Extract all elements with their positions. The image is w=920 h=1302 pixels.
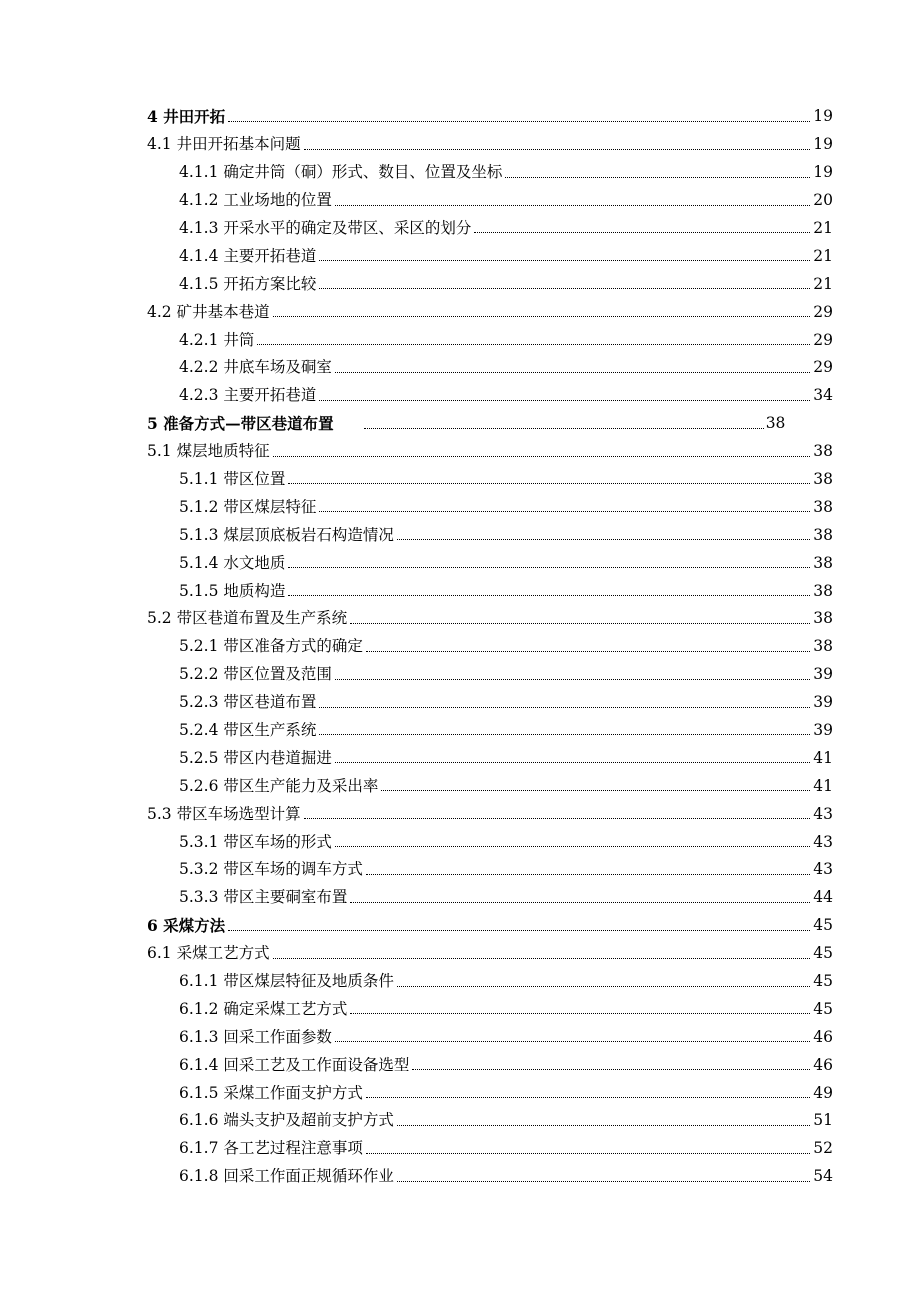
toc-entry-title: 4.2.3 主要开拓巷道	[179, 386, 317, 405]
toc-entry-page-number: 34	[813, 386, 833, 405]
toc-dot-leader	[412, 1068, 810, 1070]
toc-entry[interactable]	[147, 655, 833, 683]
toc-entry[interactable]	[147, 404, 833, 432]
toc-entry[interactable]	[147, 181, 833, 209]
toc-entry-page-number: 29	[813, 358, 833, 377]
toc-entry-page-number: 21	[813, 218, 833, 237]
toc-entry-page-number: 19	[813, 163, 833, 182]
toc-entry[interactable]	[147, 822, 833, 850]
toc-entry[interactable]	[147, 683, 833, 711]
toc-dot-leader	[288, 482, 810, 484]
toc-entry[interactable]	[147, 97, 833, 125]
toc-entry[interactable]	[147, 766, 833, 794]
toc-entry[interactable]	[147, 543, 833, 571]
toc-dot-leader	[335, 204, 810, 206]
toc-entry-title: 5.3 带区车场选型计算	[147, 804, 301, 823]
toc-entry-page-number: 21	[813, 246, 833, 265]
toc-entry-title: 4.2.1 井筒	[179, 330, 255, 349]
toc-entry-title: 5.2.1 带区准备方式的确定	[179, 637, 363, 656]
toc-dot-leader	[335, 678, 810, 680]
toc-entry[interactable]	[147, 209, 833, 237]
toc-entry-title: 5 准备方式—带区巷道布置	[147, 414, 334, 434]
toc-entry[interactable]	[147, 487, 833, 515]
toc-entry-title: 4.1.1 确定井筒（硐）形式、数目、位置及坐标	[179, 163, 503, 182]
toc-entry-page-number: 38	[765, 414, 786, 433]
toc-entry-page-number: 39	[813, 665, 833, 684]
toc-entry-title: 6.1.7 各工艺过程注意事项	[179, 1139, 363, 1158]
toc-dot-leader	[273, 957, 811, 959]
toc-dot-leader	[335, 761, 810, 763]
toc-dot-leader	[350, 622, 810, 624]
toc-entry-title: 6.1 采煤工艺方式	[147, 944, 270, 963]
toc-dot-leader	[366, 650, 810, 652]
toc-entry[interactable]	[147, 711, 833, 739]
toc-dot-leader	[397, 985, 810, 987]
toc-entry-page-number: 46	[813, 1027, 833, 1046]
toc-entry-page-number: 52	[813, 1139, 833, 1158]
toc-dot-leader	[228, 120, 810, 122]
toc-entry-title: 5.2.6 带区生产能力及采出率	[179, 776, 379, 795]
toc-entry-page-number: 43	[813, 860, 833, 879]
toc-entry-page-number: 45	[813, 972, 833, 990]
toc-dot-leader	[319, 733, 810, 735]
toc-entry-title: 6 采煤方法	[147, 916, 226, 936]
toc-entry-page-number: 38	[813, 497, 833, 516]
toc-entry[interactable]	[147, 934, 833, 962]
toc-entry-title: 5.3.1 带区车场的形式	[179, 832, 332, 851]
toc-entry[interactable]	[147, 460, 833, 488]
toc-dot-leader	[381, 789, 810, 791]
toc-dot-leader	[228, 929, 810, 931]
toc-dot-leader	[366, 1152, 810, 1154]
toc-entry[interactable]	[147, 348, 833, 376]
toc-entry-page-number: 38	[813, 581, 833, 600]
toc-dot-leader	[505, 176, 810, 178]
toc-dot-leader	[304, 817, 811, 819]
toc-entry-page-number: 43	[813, 804, 833, 823]
toc-entry-title: 5.1.5 地质构造	[179, 581, 286, 600]
toc-entry-page-number: 29	[813, 302, 833, 321]
toc-entry[interactable]	[147, 599, 833, 627]
toc-entry-page-number: 39	[813, 693, 833, 712]
toc-entry[interactable]	[147, 878, 833, 906]
toc-entry[interactable]	[147, 125, 833, 153]
toc-entry-title: 5.3.2 带区车场的调车方式	[179, 860, 363, 879]
toc-entry-title: 6.1.1 带区煤层特征及地质条件	[179, 972, 394, 990]
toc-entry[interactable]	[147, 1101, 833, 1129]
toc-dot-leader	[364, 427, 764, 429]
toc-entry[interactable]	[147, 1073, 833, 1101]
toc-entry-page-number: 51	[813, 1111, 833, 1130]
toc-dot-leader	[319, 510, 810, 512]
toc-entry-title: 4.1.4 主要开拓巷道	[179, 246, 317, 265]
toc-entry-title: 4.1.5 开拓方案比较	[179, 274, 317, 293]
toc-entry[interactable]	[147, 432, 833, 460]
toc-dot-leader	[397, 538, 810, 540]
toc-dot-leader	[319, 706, 810, 708]
toc-entry-title: 4.2 矿井基本巷道	[147, 302, 270, 321]
toc-entry[interactable]	[147, 962, 833, 990]
toc-entry-page-number: 45	[813, 944, 833, 963]
toc-entry[interactable]	[147, 906, 833, 934]
toc-entry-title: 6.1.2 确定采煤工艺方式	[179, 999, 348, 1018]
toc-entry[interactable]	[147, 320, 833, 348]
toc-entry[interactable]	[147, 571, 833, 599]
toc-entry[interactable]	[147, 794, 833, 822]
toc-entry[interactable]	[147, 738, 833, 766]
toc-entry[interactable]	[147, 1017, 833, 1045]
table-of-contents	[147, 97, 833, 1185]
toc-dot-leader	[335, 371, 810, 373]
toc-entry-page-number: 38	[813, 637, 833, 656]
toc-dot-leader	[273, 315, 811, 317]
toc-entry-title: 4.2.2 井底车场及硐室	[179, 358, 332, 377]
toc-entry[interactable]	[147, 1045, 833, 1073]
toc-entry-title: 6.1.6 端头支护及超前支护方式	[179, 1111, 394, 1130]
toc-dot-leader	[335, 845, 810, 847]
toc-dot-leader	[288, 594, 810, 596]
toc-entry[interactable]	[147, 236, 833, 264]
toc-entry-title: 5.1.1 带区位置	[179, 469, 286, 488]
toc-dot-leader	[257, 343, 810, 345]
toc-entry[interactable]	[147, 292, 833, 320]
toc-entry[interactable]	[147, 515, 833, 543]
toc-dot-leader	[397, 1124, 810, 1126]
toc-entry-title: 5.2 带区巷道布置及生产系统	[147, 609, 348, 628]
toc-dot-leader	[474, 231, 810, 233]
toc-dot-leader	[335, 1040, 810, 1042]
toc-dot-leader	[350, 1012, 810, 1014]
toc-entry-title: 6.1.5 采煤工作面支护方式	[179, 1083, 363, 1102]
toc-entry-page-number: 21	[813, 274, 833, 293]
toc-entry-page-number: 20	[813, 191, 833, 210]
toc-entry-title: 4.1.2 工业场地的位置	[179, 191, 332, 210]
toc-dot-leader	[273, 455, 811, 457]
toc-entry[interactable]	[147, 1129, 833, 1157]
toc-entry-title: 5.1 煤层地质特征	[147, 442, 270, 461]
toc-dot-leader	[366, 873, 810, 875]
toc-entry-page-number: 39	[813, 720, 833, 739]
toc-entry-title: 6.1.8 回采工作面正规循环作业	[179, 1167, 394, 1186]
toc-entry-page-number: 19	[813, 135, 833, 154]
toc-entry-title: 5.2.3 带区巷道布置	[179, 693, 317, 712]
toc-entry-title: 4.1 井田开拓基本问题	[147, 135, 301, 154]
toc-dot-leader	[319, 259, 810, 261]
toc-dot-leader	[288, 566, 810, 568]
toc-entry-title: 5.2.5 带区内巷道掘进	[179, 748, 332, 767]
toc-dot-leader	[397, 1180, 810, 1182]
toc-entry-page-number: 49	[813, 1083, 833, 1102]
toc-dot-leader	[366, 1096, 810, 1098]
toc-entry-title: 5.1.2 带区煤层特征	[179, 497, 317, 516]
toc-entry-page-number: 44	[813, 888, 833, 907]
toc-entry-title: 5.3.3 带区主要硐室布置	[179, 888, 348, 907]
toc-entry-title: 4.1.3 开采水平的确定及带区、采区的划分	[179, 218, 472, 237]
toc-entry-title: 5.1.3 煤层顶底板岩石构造情况	[179, 525, 394, 544]
toc-entry[interactable]	[147, 264, 833, 292]
toc-entry-page-number: 38	[813, 553, 833, 572]
toc-entry-page-number: 41	[813, 776, 833, 795]
toc-dot-leader	[350, 901, 810, 903]
toc-dot-leader	[319, 399, 810, 401]
toc-entry[interactable]	[147, 850, 833, 878]
toc-entry-title: 5.1.4 水文地质	[179, 553, 286, 572]
toc-entry-page-number: 29	[813, 330, 833, 349]
toc-entry-page-number: 45	[813, 999, 833, 1018]
toc-entry[interactable]	[147, 153, 833, 181]
toc-entry-page-number: 45	[813, 916, 833, 935]
toc-entry-page-number: 19	[813, 107, 833, 126]
toc-dot-leader	[319, 287, 810, 289]
toc-entry[interactable]	[147, 990, 833, 1018]
toc-entry-page-number: 46	[813, 1055, 833, 1074]
toc-entry-title: 4 井田开拓	[147, 107, 226, 127]
toc-entry-title: 5.2.2 带区位置及范围	[179, 665, 332, 684]
toc-entry-title: 6.1.3 回采工作面参数	[179, 1027, 332, 1046]
toc-entry-title: 6.1.4 回采工艺及工作面设备选型	[179, 1055, 410, 1074]
toc-entry-page-number: 41	[813, 748, 833, 767]
toc-entry[interactable]	[147, 1157, 833, 1185]
toc-entry-page-number: 38	[813, 469, 833, 488]
toc-entry-page-number: 38	[813, 609, 833, 628]
toc-entry-page-number: 43	[813, 832, 833, 851]
toc-entry-page-number: 38	[813, 442, 833, 461]
toc-entry-page-number: 38	[813, 525, 833, 544]
toc-entry-page-number: 54	[813, 1167, 833, 1186]
toc-entry-title: 5.2.4 带区生产系统	[179, 720, 317, 739]
toc-entry[interactable]	[147, 376, 833, 404]
toc-entry[interactable]	[147, 627, 833, 655]
toc-dot-leader	[304, 148, 811, 150]
